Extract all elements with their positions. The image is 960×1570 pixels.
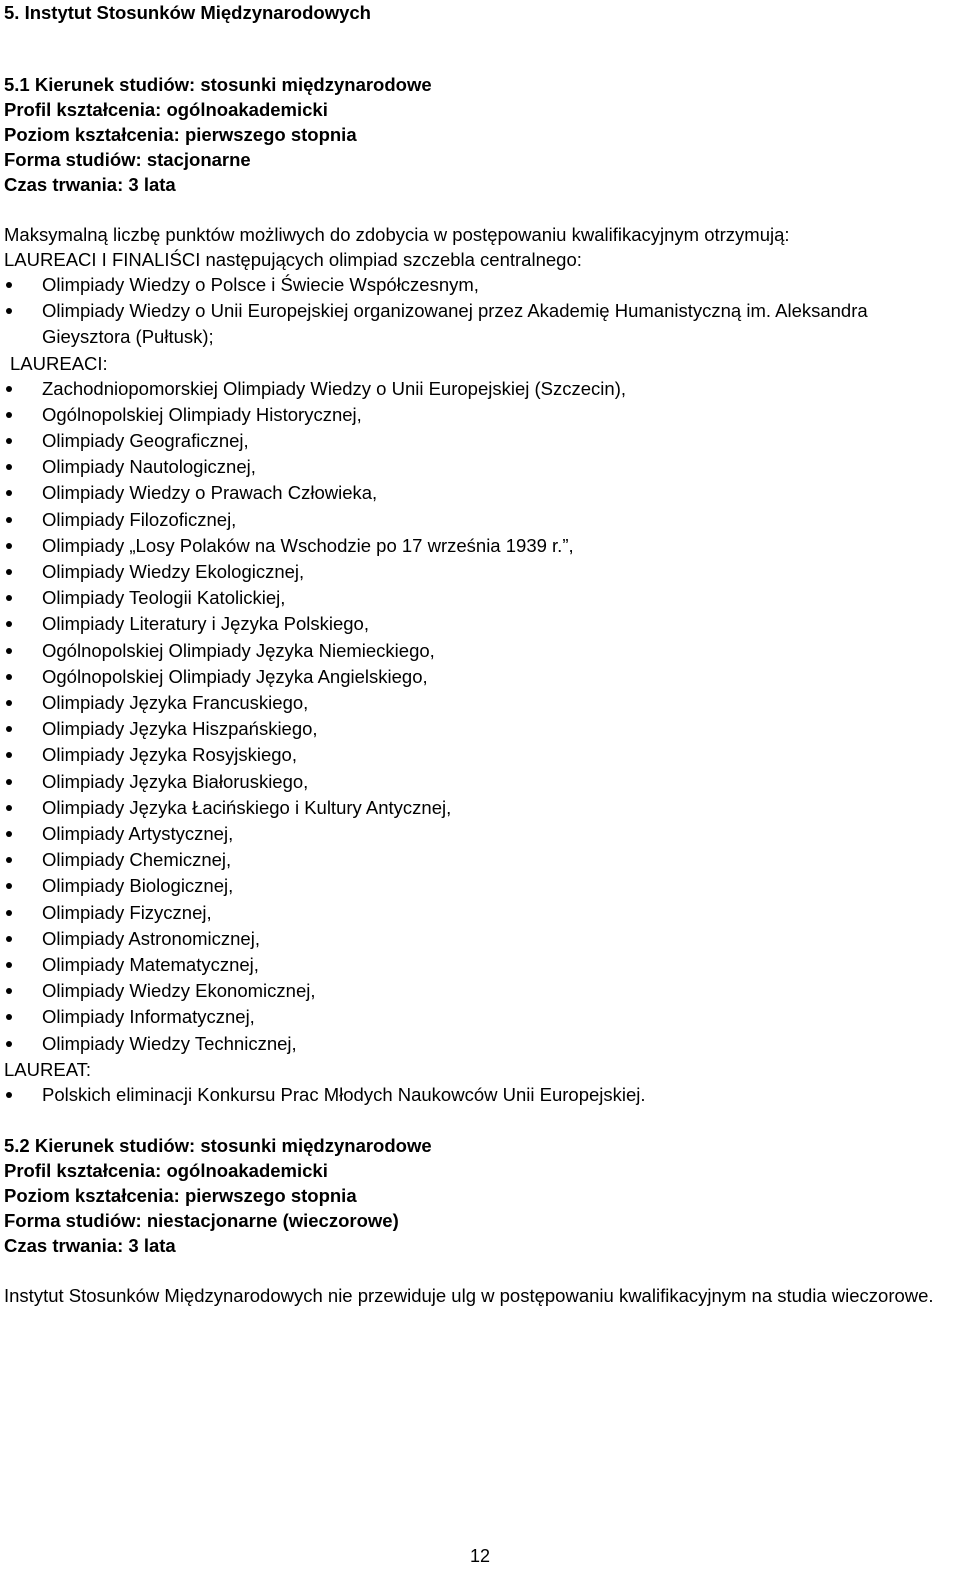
list-item: Olimpiady Wiedzy Technicznej, <box>4 1031 956 1057</box>
list-item: Olimpiady Języka Rosyjskiego, <box>4 742 956 768</box>
list-item: Olimpiady Języka Białoruskiego, <box>4 769 956 795</box>
list-item: Olimpiady Nautologicznej, <box>4 454 956 480</box>
list-item: Polskich eliminacji Konkursu Prac Młodych Naukowców Unii Europejskiej. <box>4 1082 956 1108</box>
list-item: Olimpiady Literatury i Języka Polskiego, <box>4 611 956 637</box>
laureate-label: LAUREAT: <box>4 1058 92 1080</box>
list-item: Olimpiady Informatycznej, <box>4 1004 956 1030</box>
list-item: Olimpiady Języka Hiszpańskiego, <box>4 716 956 742</box>
list-item: Olimpiady Astronomicznej, <box>4 926 956 952</box>
laureates-finalists-list <box>4 272 956 351</box>
program1-intro: Maksymalną liczbę punktów możliwych do zdobycia w postępowaniu kwalifikacyjnym otrzymują: <box>4 224 790 245</box>
list-item: Olimpiady Języka Łacińskiego i Kultury Antycznej, <box>4 795 956 821</box>
laureates-list <box>4 376 956 1057</box>
list-item: Olimpiady Geograficznej, <box>4 428 956 454</box>
program2-level: Poziom kształcenia: pierwszego stopnia <box>4 1185 357 1207</box>
laureate-list <box>4 1082 956 1108</box>
list-item: Ogólnopolskiej Olimpiady Języka Angielskiego, <box>4 664 956 690</box>
list-item: Olimpiady Wiedzy Ekonomicznej, <box>4 978 956 1004</box>
list-item: Olimpiady Teologii Katolickiej, <box>4 585 956 611</box>
list-item: Olimpiady Biologicznej, <box>4 873 956 899</box>
list-item: Zachodniopomorskiej Olimpiady Wiedzy o Unii Europejskiej (Szczecin), <box>4 376 956 402</box>
program1-profile: Profil kształcenia: ogólnoakademicki <box>4 99 328 120</box>
list-item: Olimpiady Chemicznej, <box>4 847 956 873</box>
list-item: Olimpiady Wiedzy o Polsce i Świecie Współczesnym, <box>4 272 956 298</box>
list-item: Olimpiady Języka Francuskiego, <box>4 690 956 716</box>
program2-duration: Czas trwania: 3 lata <box>4 1235 176 1257</box>
program2-heading: 5.2 Kierunek studiów: stosunki międzynarodowe <box>4 1135 432 1157</box>
program2-mode: Forma studiów: niestacjonarne (wieczorowe) <box>4 1210 399 1232</box>
list-item: Olimpiady Matematycznej, <box>4 952 956 978</box>
list-item: Ogólnopolskiej Olimpiady Historycznej, <box>4 402 956 428</box>
section-title: 5. Instytut Stosunków Międzynarodowych <box>4 2 371 23</box>
laureates-label: LAUREACI: <box>10 352 108 374</box>
program2-note: Instytut Stosunków Międzynarodowych nie przewiduje ulg w postępowaniu kwalifikacyjnym na studia wieczorowe. <box>4 1285 934 1307</box>
list-item: Olimpiady Fizycznej, <box>4 900 956 926</box>
program1-level: Poziom kształcenia: pierwszego stopnia <box>4 124 357 145</box>
program1-mode: Forma studiów: stacjonarne <box>4 149 251 170</box>
list-item: Ogólnopolskiej Olimpiady Języka Niemieckiego, <box>4 638 956 664</box>
laureates-finalists-label: LAUREACI I FINALIŚCI następujących olimpiad szczebla centralnego: <box>4 249 582 270</box>
document-page <box>4 0 956 1308</box>
page-number: 12 <box>469 1546 491 1566</box>
list-item: Olimpiady Artystycznej, <box>4 821 956 847</box>
program1-heading: 5.1 Kierunek studiów: stosunki międzynarodowe <box>4 74 432 95</box>
program1-duration: Czas trwania: 3 lata <box>4 174 176 195</box>
list-item: Olimpiady „Losy Polaków na Wschodzie po 17 września 1939 r.”, <box>4 533 956 559</box>
list-item: Olimpiady Filozoficznej, <box>4 507 956 533</box>
list-item: Olimpiady Wiedzy o Prawach Człowieka, <box>4 480 956 506</box>
list-item: Olimpiady Wiedzy Ekologicznej, <box>4 559 956 585</box>
program2-profile: Profil kształcenia: ogólnoakademicki <box>4 1160 328 1182</box>
list-item: Olimpiady Wiedzy o Unii Europejskiej organizowanej przez Akademię Humanistyczną im. Aleksandra Gieysztora (Pułtusk); <box>4 298 892 350</box>
